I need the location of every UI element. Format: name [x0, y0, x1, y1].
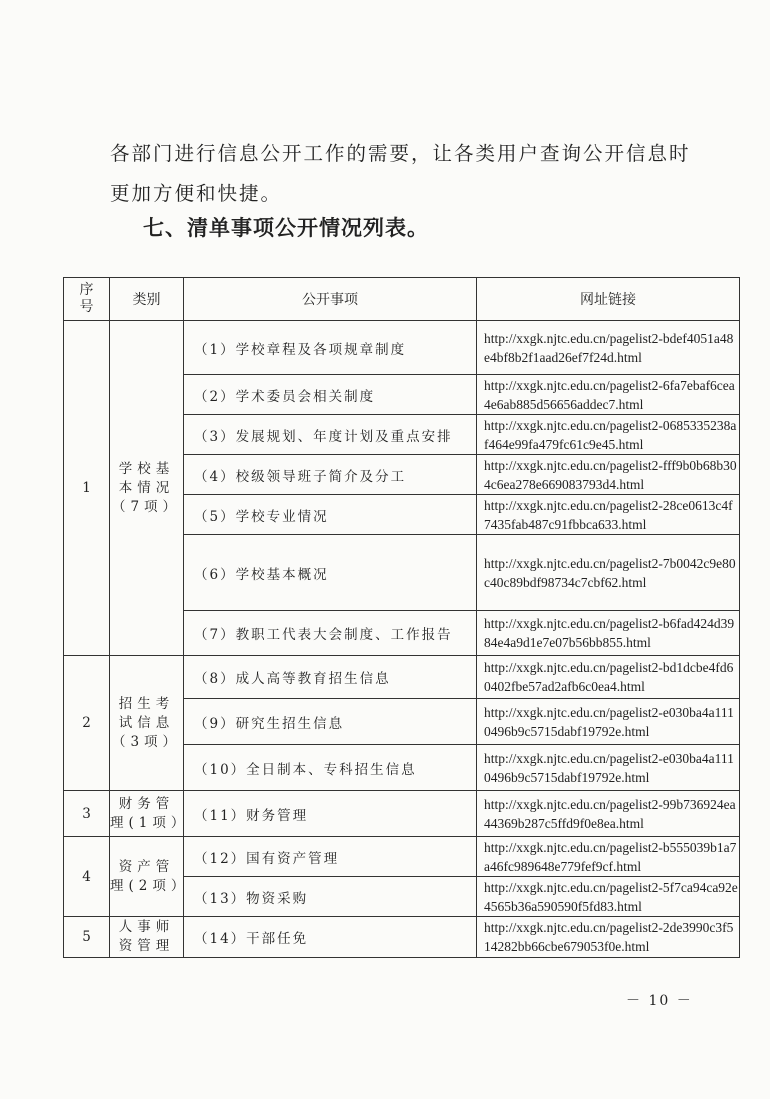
- url-link[interactable]: http://xxgk.njtc.edu.cn/pagelist2-6fa7ebaf6cea4e6ab885d56656addec7.html: [477, 375, 740, 415]
- category-cell: 人事师资管理: [110, 917, 184, 958]
- url-link[interactable]: http://xxgk.njtc.edu.cn/pagelist2-28ce0613c4f7435fab487c91fbbca633.html: [477, 495, 740, 535]
- item-cell: （9）研究生招生信息: [184, 699, 477, 745]
- url-link[interactable]: http://xxgk.njtc.edu.cn/pagelist2-b6fad424d3984e4a9d1e7e07b56bb855.html: [477, 611, 740, 656]
- row-number: 2: [64, 656, 110, 791]
- body-text-line-1: 各部门进行信息公开工作的需要，让各类用户查询公开信息时: [110, 142, 691, 165]
- row-number: 4: [64, 837, 110, 917]
- item-cell: （5）学校专业情况: [184, 495, 477, 535]
- url-link[interactable]: http://xxgk.njtc.edu.cn/pagelist2-fff9b0b68b304c6ea278e669083793d4.html: [477, 455, 740, 495]
- row-number: 1: [64, 321, 110, 656]
- item-cell: （6）学校基本概况: [184, 535, 477, 611]
- url-link[interactable]: http://xxgk.njtc.edu.cn/pagelist2-99b736924ea44369b287c5ffd9f0e8ea.html: [477, 791, 740, 837]
- item-cell: （1）学校章程及各项规章制度: [184, 321, 477, 375]
- item-cell: （8）成人高等教育招生信息: [184, 656, 477, 699]
- section-heading: 七、清单事项公开情况列表。: [143, 216, 429, 240]
- category-cell: 资产管理(2项）: [110, 837, 184, 917]
- url-link[interactable]: http://xxgk.njtc.edu.cn/pagelist2-e030ba4a1110496b9c5715dabf19792e.html: [477, 745, 740, 791]
- item-cell: （7）教职工代表大会制度、工作报告: [184, 611, 477, 656]
- item-cell: （3）发展规划、年度计划及重点安排: [184, 415, 477, 455]
- table-row: [64, 791, 740, 837]
- url-link[interactable]: http://xxgk.njtc.edu.cn/pagelist2-b555039b1a7a46fc989648e779fef9cf.html: [477, 837, 740, 877]
- header-category: 类别: [110, 278, 184, 321]
- page-number: － 10 －: [626, 993, 693, 1009]
- table-row: [64, 917, 740, 958]
- disclosure-list-table: [63, 277, 740, 958]
- category-cell: 财务管理(1项）: [110, 791, 184, 837]
- header-url: 网址链接: [477, 278, 740, 321]
- url-link[interactable]: http://xxgk.njtc.edu.cn/pagelist2-e030ba4a1110496b9c5715dabf19792e.html: [477, 699, 740, 745]
- url-link[interactable]: http://xxgk.njtc.edu.cn/pagelist2-5f7ca94ca92e4565b36a590590f5fd83.html: [477, 877, 740, 917]
- header-no: [64, 278, 110, 321]
- item-cell: （12）国有资产管理: [184, 837, 477, 877]
- header-no-text: 序号: [79, 282, 94, 315]
- category-cell: 招生考试信息（3项）: [110, 656, 184, 791]
- row-number: 5: [64, 917, 110, 958]
- url-link[interactable]: http://xxgk.njtc.edu.cn/pagelist2-0685335238af464e99fa479fc61c9e45.html: [477, 415, 740, 455]
- item-cell: （4）校级领导班子简介及分工: [184, 455, 477, 495]
- table-row: [64, 656, 740, 699]
- url-link[interactable]: http://xxgk.njtc.edu.cn/pagelist2-7b0042c9e80c40c89bdf98734c7cbf62.html: [477, 535, 740, 611]
- category-cell: 学校基本情况（7项）: [110, 321, 184, 656]
- item-cell: （14）干部任免: [184, 917, 477, 958]
- item-cell: （10）全日制本、专科招生信息: [184, 745, 477, 791]
- body-text-line-2: 更加方便和快捷。: [110, 182, 283, 205]
- table-row: [64, 837, 740, 877]
- url-link[interactable]: http://xxgk.njtc.edu.cn/pagelist2-2de3990c3f514282bb66cbe679053f0e.html: [477, 917, 740, 958]
- table-row: [64, 321, 740, 375]
- url-link[interactable]: http://xxgk.njtc.edu.cn/pagelist2-bd1dcbe4fd60402fbe57ad2afb6c0ea4.html: [477, 656, 740, 699]
- row-number: 3: [64, 791, 110, 837]
- table-header-row: [64, 278, 740, 321]
- item-cell: （11）财务管理: [184, 791, 477, 837]
- header-item: 公开事项: [184, 278, 477, 321]
- item-cell: （13）物资采购: [184, 877, 477, 917]
- item-cell: （2）学术委员会相关制度: [184, 375, 477, 415]
- url-link[interactable]: http://xxgk.njtc.edu.cn/pagelist2-bdef4051a48e4bf8b2f1aad26ef7f24d.html: [477, 321, 740, 375]
